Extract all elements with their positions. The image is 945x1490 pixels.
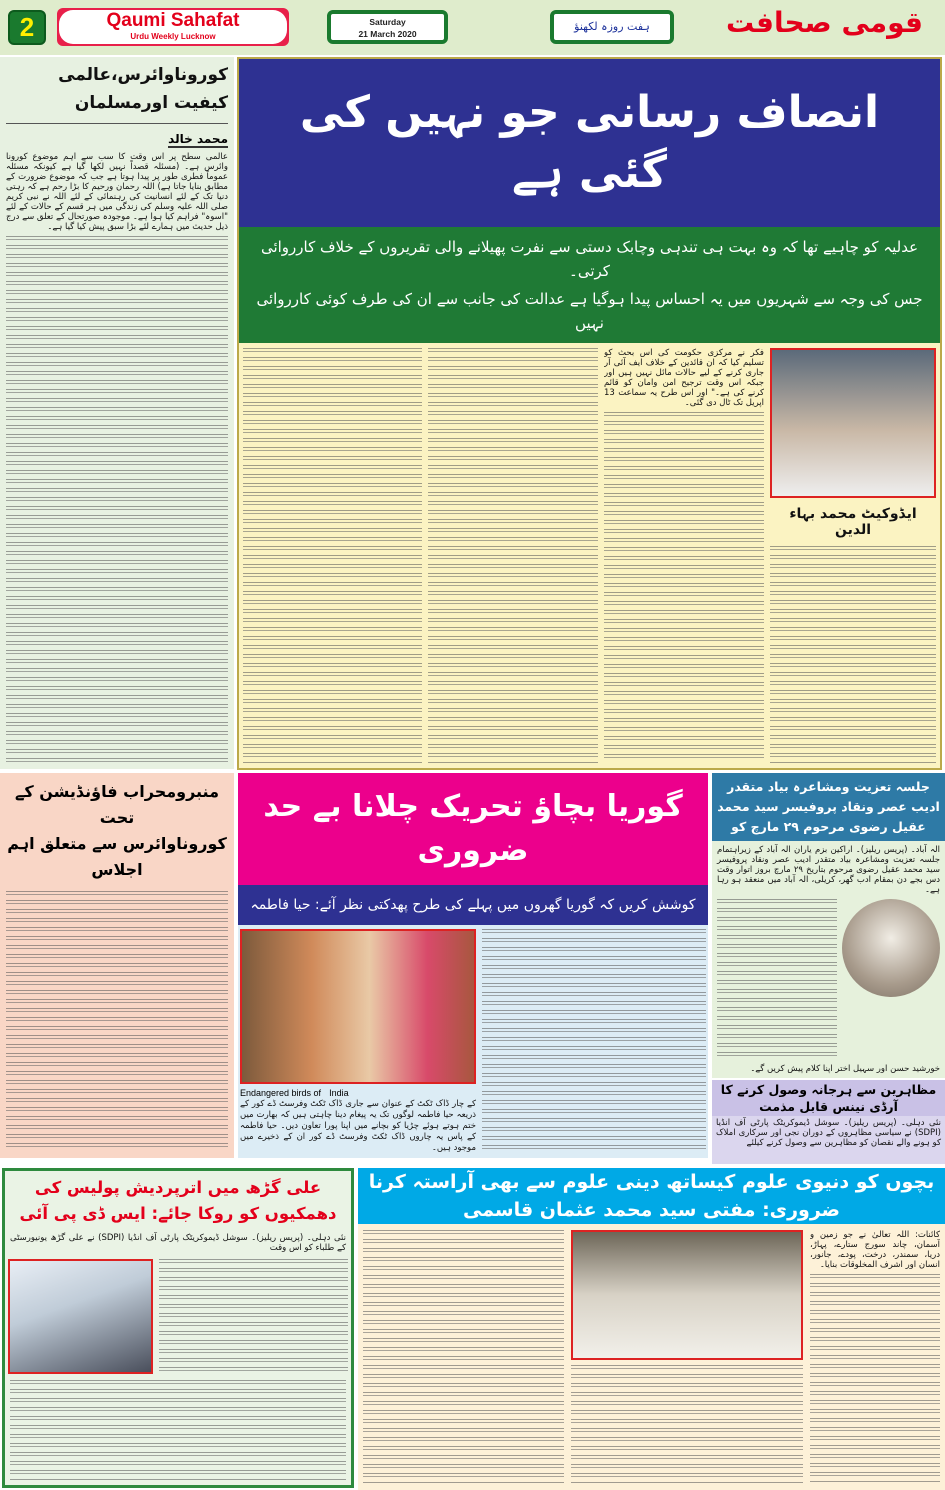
condolence-article	[712, 773, 945, 1078]
sparrow-caption-en-1: Endangered birds of	[240, 1088, 322, 1098]
minbar-article-text	[6, 891, 228, 1152]
main-article-text-col-3	[243, 348, 422, 763]
condolence-body: الہ آباد۔ (پریس ریلیز)۔ اراکین بزم یاران الہ آباد کے زیراہتمام جلسہ تعزیت ومشاعرہ بیاد متقدر ادیب عصر ونقاد پروفیسر سید محمد عقیل رضوی مرحوم بتاریخ ۲۹ مارچ بروز اتوار وقت دس بجے دن بمقام ادب گھر، کریلی، الہ آباد میں منعقد ہو رہا ہے۔	[717, 845, 940, 895]
main-headline: انصاف رسانی جو نہیں کی گئی ہے	[239, 59, 940, 227]
main-subhead-2: جس کی وجہ سے شہریوں میں یہ احساس پیدا ہوگیا ہے عدالت کی جانب سے ان کی طرف کوئی کارروائی نہیں	[256, 290, 923, 332]
education-text-col-2	[571, 1365, 803, 1484]
main-article	[237, 57, 942, 770]
main-article-text-col-1	[604, 412, 764, 763]
condolence-portrait	[842, 899, 940, 997]
condolence-closing: خورشید حسن اور سہیل اختر اپنا کلام پیش کریں گے۔	[750, 1064, 940, 1074]
author-photo	[770, 348, 936, 498]
left-article	[0, 57, 234, 769]
aligarh-text-bottom	[10, 1380, 346, 1480]
left-article-author: محمد خالد	[168, 132, 228, 146]
sparrow-caption-body: کے چار ڈاک ٹکٹ کے عنوان سے جاری ڈاک ٹکٹ وفرسٹ ڈے کور کے ذریعہ حیا فاطمہ لوگوں تک یہ پیغام دینا چاہتی ہیں کہ بھارت میں ختم ہوتے ہوئے چڑیا کو بچانے میں اپنا پورا تعاون دیں۔ حیا فاطمہ کے پاس یہ چاروں ڈاک ٹکٹ وفرسٹ ڈے کور ان کے ذخیرے میں موجود ہیں۔	[240, 1099, 476, 1153]
date-box	[327, 10, 448, 44]
main-article-text-col-0	[770, 546, 936, 763]
education-text-col-3	[363, 1230, 564, 1484]
masthead-urdu-title: قومی صحافت	[725, 6, 923, 39]
sparrow-caption-en-2: India	[329, 1088, 349, 1098]
sparrow-headline: گوریا بچاؤ تحریک چلانا بے حد ضروری	[238, 773, 708, 885]
minbar-article	[0, 773, 234, 1158]
page-number-badge: 2	[8, 10, 46, 45]
photo-caption: ایڈوکیٹ محمد بہاء الدین	[789, 506, 917, 538]
main-subhead-block	[239, 227, 940, 343]
sdpi-fine-body: نئی دہلی۔ (پریس ریلیز)۔ سوشل ڈیموکریٹک پارٹی آف انڈیا (SDPI) نے سیاسی مظاہروں کے دوران نجی اور سرکاری املاک کو ہونے والے نقصان کو مظاہرین سے وصول کرنے کیلئے	[716, 1118, 941, 1148]
aligarh-body: نئی دہلی۔ (پریس ریلیز)۔ سوشل ڈیموکریٹک پارٹی آف انڈیا (SDPI) نے علی گڑھ یونیورسٹی کے طلباء کو اس وقت	[10, 1233, 346, 1253]
issue-date: 21 March 2020	[358, 29, 417, 39]
condolence-text	[717, 899, 837, 1060]
sparrow-article-text	[482, 929, 706, 1154]
sdpi-fine-article	[712, 1080, 945, 1164]
condolence-headline: جلسہ تعزیت ومشاعرہ بیاد متقدر ادیب عصر ونقاد پروفیسر سید محمد عقیل رضوی مرحوم ۲۹ مارچ کو	[712, 773, 945, 841]
left-article-body: عالمی سطح پر اس وقت کا سب سے اہم موضوع کورونا وائرس ہے۔ (مسئلہ قصداً نہیں لکھا گیا ہے کیونکہ مسئلہ عموماً فطری طور پر پیدا ہوتا ہے جب کہ موضوع ضرورت کے مطابق بنایا جاتا ہے) اللہ رحمان ورحیم کا بڑا رحم ہے کہ رہتی دنیا تک کے لئے انسانیت کی رہنمائی کے لئے اللہ نے نبی کریم صلی اللہ علیہ وسلم کی زندگی میں ہر قسم کے حالات کے لئے "اسوہ" فراہم کیا ہوا ہے۔ موجودہ صورتحال کے تعلق سے درج ذیل حدیث میں ہمارے لئے بڑا سبق پیش کیا گیا ہے۔	[6, 152, 228, 232]
sdpi-speaker-photo	[8, 1259, 153, 1374]
education-headline: بچوں کو دنیوی علوم کیساتھ دینی علوم سے بھی آراستہ کرنا ضروری: مفتی سید محمد عثمان قاسمی	[358, 1168, 945, 1224]
masthead-bar	[0, 0, 945, 55]
minbar-headline-1: منبرومحراب فاؤنڈیشن کے تحت	[14, 782, 219, 827]
weekly-label-box: ہفت روزہ لکھنؤ	[550, 10, 674, 44]
logo-box	[57, 8, 289, 46]
education-event-photo	[571, 1230, 803, 1360]
main-subhead-1: عدلیہ کو چاہیے تھا کہ وہ بہت ہی تندہی وچابک دستی سے نفرت پھیلانے والی تقریروں کے خلاف کارروائی کرتی۔	[260, 238, 919, 280]
aligarh-headline: علی گڑھ میں اترپردیش پولیس کی دھمکیوں کو روکا جائے: ایس ڈی پی آئی	[19, 1178, 337, 1223]
logo-title: Qaumi Sahafat	[106, 10, 240, 31]
sparrow-article	[238, 773, 708, 1158]
education-body: کائنات: اللہ تعالیٰ نے جو زمین و آسمان، چاند سورج ستارے، پہاڑ، دریا، سمندر، درخت، پودے، جانور، انسان اور اشرف المخلوقات بنایا۔	[810, 1230, 940, 1270]
main-article-text-col-2	[428, 348, 598, 763]
minbar-headline-2: کوروناوائرس سے متعلق اہم اجلاس	[7, 834, 227, 879]
education-text-col-1	[810, 1274, 940, 1484]
left-article-headline: کوروناوائرس،عالمی کیفیت اورمسلمان	[6, 61, 228, 124]
aligarh-text-right	[159, 1259, 348, 1374]
sparrow-subhead: کوشش کریں کہ گوریا گھروں میں پہلے کی طرح پھدکتی نظر آئے: حیا فاطمہ	[238, 885, 708, 925]
logo-subtitle: Urdu Weekly Lucknow	[130, 32, 216, 41]
left-article-text-continued	[6, 236, 228, 765]
sdpi-fine-headline: مظاہرین سے ہرجانہ وصول کرنے کا آرڈی نینس قابل مذمت	[712, 1080, 945, 1116]
aligarh-article	[2, 1168, 354, 1488]
weekday: Saturday	[369, 17, 406, 27]
sparrow-event-photo	[240, 929, 476, 1084]
education-article	[358, 1168, 945, 1490]
main-article-body-lead: فکر نے مرکزی حکومت کی اس بحث کو تسلیم کیا کہ ان قائدین کے خلاف ایف آئی آر جاری کرنے کے لیے حالات مائل نہیں ہیں اور جبکہ اس وقت ترجیح امن وامان کو قائم کرنے کی ہے۔" اور اس طرح یہ سماعت 13 اپریل تک ٹال دی گئی۔	[604, 348, 764, 408]
